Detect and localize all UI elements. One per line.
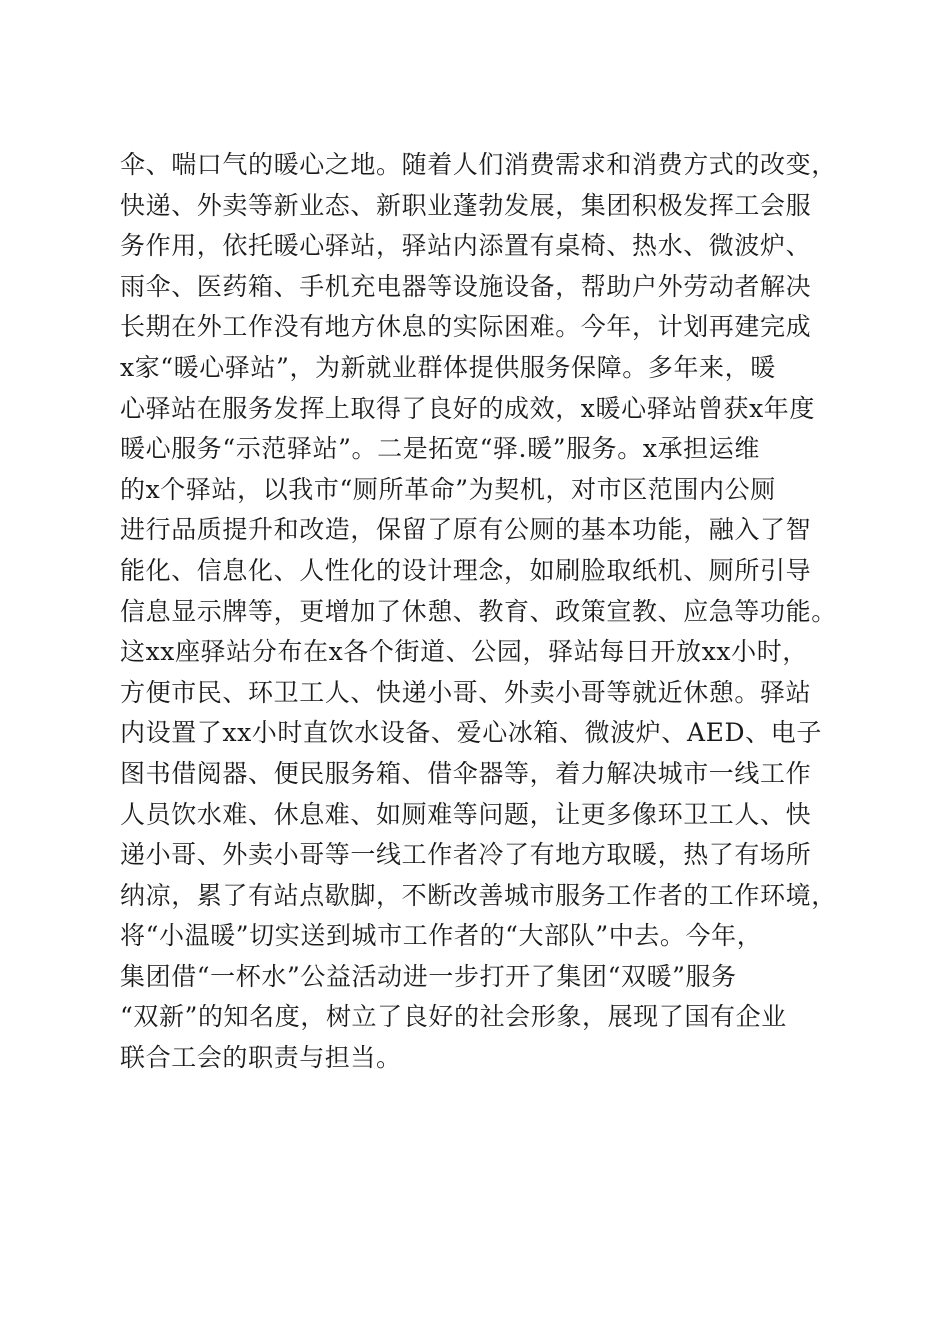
text-line: 能化、信息化、人性化的设计理念，如刷脸取纸机、厕所引导 (120, 555, 812, 585)
body-text (120, 145, 840, 1079)
text-line: 人员饮水难、休息难、如厕难等问题，让更多像环卫工人、快 (120, 799, 812, 829)
text-line: 长期在外工作没有地方休息的实际困难。今年，计划再建完成 (120, 312, 812, 342)
text-line: 伞、喘口气的暖心之地。随着人们消费需求和消费方式的改变， (120, 150, 837, 179)
text-line: 暖心服务“示范驿站”。二是拓宽“驿.暖”服务。x承担运维 (120, 434, 760, 464)
text-line: 图书借阅器、便民服务箱、借伞器等，着力解决城市一线工作 (120, 758, 812, 788)
text-line: 纳凉，累了有站点歇脚，不断改善城市服务工作者的工作环境， (120, 880, 837, 910)
text-line: 心驿站在服务发挥上取得了良好的成效，x暖心驿站曾获x年度 (120, 393, 816, 423)
text-line: 集团借“一杯水”公益活动进一步打开了集团“双暖”服务 (120, 961, 737, 991)
text-line: 联合工会的职责与担当。 (120, 1043, 402, 1073)
text-line: 这xx座驿站分布在x各个街道、公园，驿站每日开放xx小时， (120, 637, 808, 667)
text-line: “双新”的知名度，树立了良好的社会形象，展现了国有企业 (120, 1002, 787, 1032)
text-line: 快递、外卖等新业态、新职业蓬勃发展，集团积极发挥工会服 (120, 190, 812, 220)
text-line: 信息显示牌等，更增加了休憩、教育、政策宣教、应急等功能。 (120, 596, 837, 626)
text-line: 的x个驿站，以我市“厕所革命”为契机，对市区范围内公厕 (120, 474, 776, 504)
text-line: 将“小温暖”切实送到城市工作者的“大部队”中去。今年， (120, 921, 763, 951)
text-line: 内设置了xx小时直饮水设备、爱心冰箱、微波炉、AED、电子 (120, 718, 822, 748)
text-line: x家“暖心驿站”，为新就业群体提供服务保障。多年来，暖 (120, 352, 776, 382)
text-line: 方便市民、环卫工人、快递小哥、外卖小哥等就近休憩。驿站 (120, 677, 812, 707)
text-line: 递小哥、外卖小哥等一线工作者冷了有地方取暖，热了有场所 (120, 840, 812, 870)
text-line: 雨伞、医药箱、手机充电器等设施设备，帮助户外劳动者解决 (120, 271, 812, 301)
text-line: 务作用，依托暖心驿站，驿站内添置有桌椅、热水、微波炉、 (120, 231, 812, 261)
text-line: 进行品质提升和改造，保留了原有公厕的基本功能，融入了智 (120, 515, 812, 545)
